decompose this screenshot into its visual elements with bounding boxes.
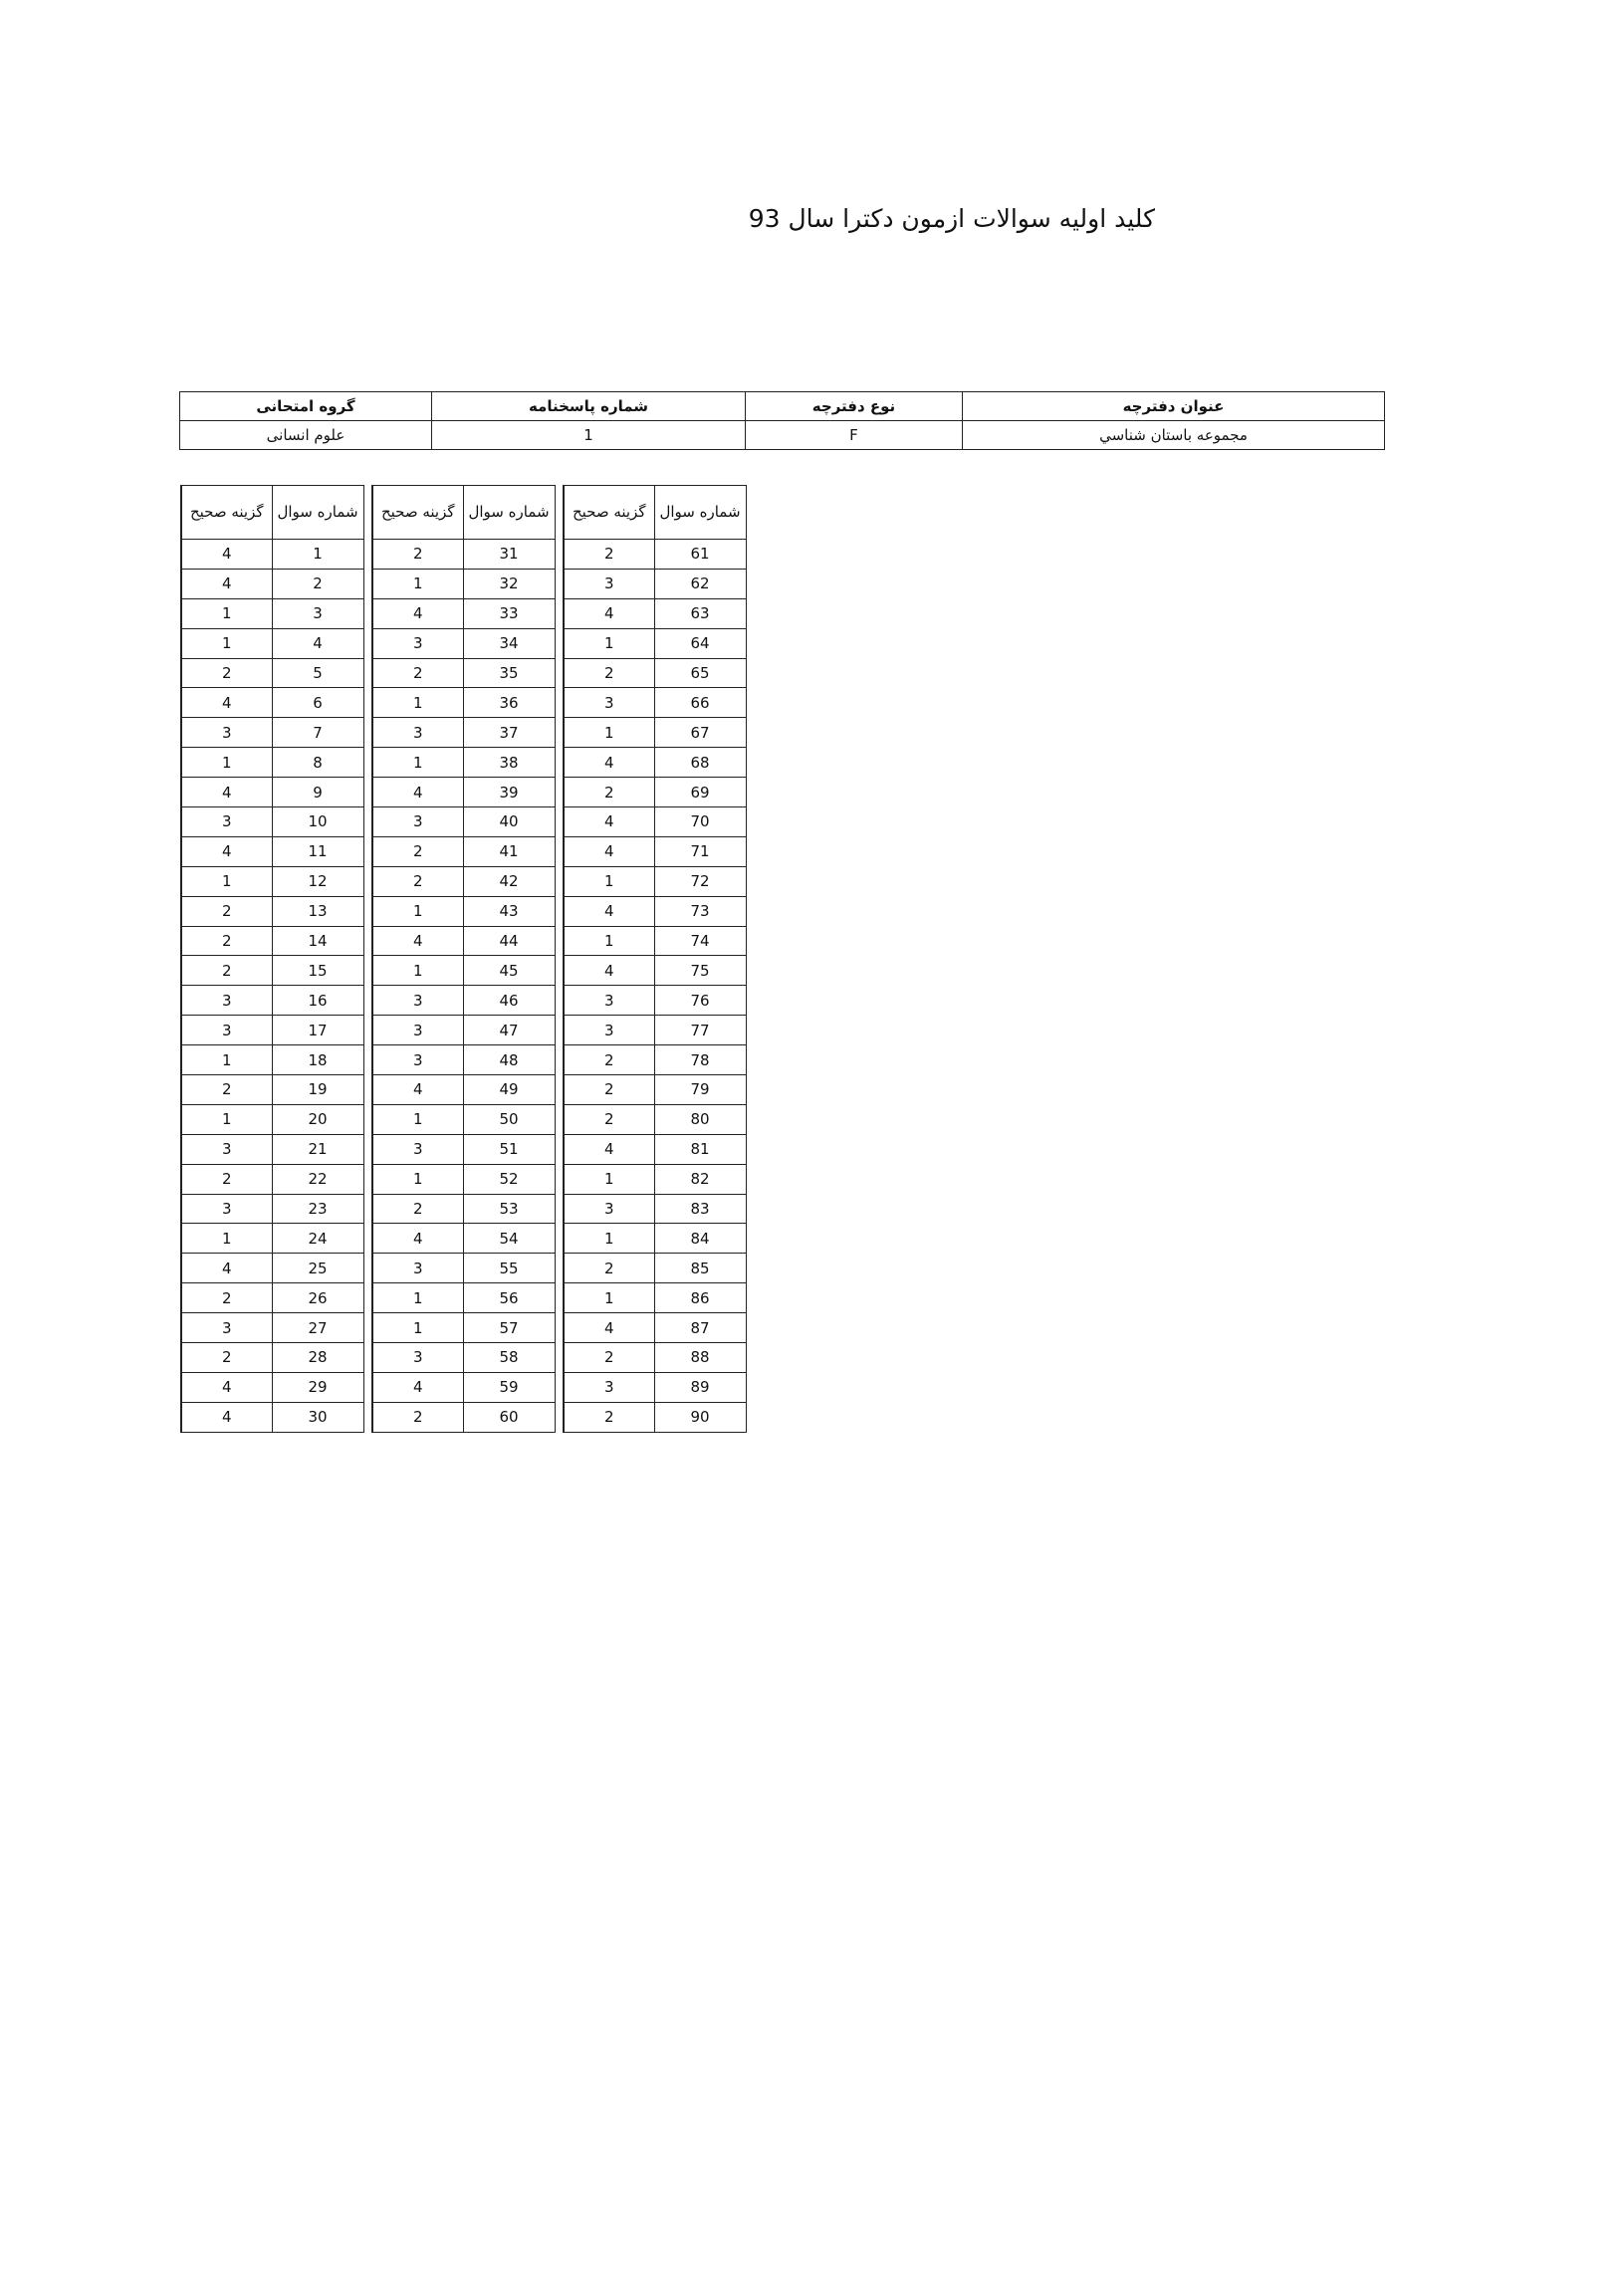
question-number: 55 (463, 1254, 555, 1283)
correct-option: 2 (181, 956, 272, 986)
table-row (564, 956, 746, 986)
correct-option: 2 (564, 1343, 654, 1373)
correct-option: 2 (564, 778, 654, 807)
info-header-answer-sheet-number: شماره پاسخنامه (432, 392, 746, 421)
table-row (564, 1343, 746, 1373)
table-row (564, 718, 746, 748)
table-row (181, 1104, 363, 1134)
correct-option: 1 (181, 748, 272, 778)
correct-option: 3 (372, 986, 463, 1016)
correct-option: 1 (372, 896, 463, 926)
correct-option: 2 (564, 1254, 654, 1283)
correct-option: 2 (372, 1402, 463, 1432)
question-number-header: شماره سوال (654, 486, 746, 540)
question-number: 62 (654, 569, 746, 598)
correct-option: 2 (564, 540, 654, 570)
question-number: 9 (272, 778, 363, 807)
table-row (564, 658, 746, 688)
correct-option: 1 (181, 866, 272, 896)
table-row (564, 778, 746, 807)
question-number: 10 (272, 807, 363, 837)
correct-option: 1 (181, 1104, 272, 1134)
table-row (564, 1104, 746, 1134)
correct-option: 1 (372, 1164, 463, 1194)
table-row (372, 1045, 555, 1075)
info-header-booklet-type: نوع دفترچه (746, 392, 963, 421)
correct-option: 1 (372, 748, 463, 778)
correct-option: 1 (372, 688, 463, 718)
table-row (564, 1016, 746, 1045)
table-row (372, 1372, 555, 1402)
table-row (181, 778, 363, 807)
table-row (181, 926, 363, 956)
correct-option: 3 (372, 1254, 463, 1283)
correct-option: 1 (564, 718, 654, 748)
table-row (564, 807, 746, 837)
correct-option: 4 (181, 1402, 272, 1432)
correct-option: 4 (181, 688, 272, 718)
question-number: 63 (654, 598, 746, 628)
correct-option: 4 (564, 1313, 654, 1343)
table-row (564, 569, 746, 598)
question-number: 7 (272, 718, 363, 748)
question-number: 39 (463, 778, 555, 807)
question-number: 48 (463, 1045, 555, 1075)
question-number: 85 (654, 1254, 746, 1283)
table-row (564, 986, 746, 1016)
question-number: 4 (272, 628, 363, 658)
question-number: 70 (654, 807, 746, 837)
table-row (372, 1313, 555, 1343)
table-row (372, 866, 555, 896)
info-header-exam-group: گروه امتحانی (180, 392, 432, 421)
table-row (564, 628, 746, 658)
correct-option: 4 (372, 1372, 463, 1402)
correct-option: 2 (181, 658, 272, 688)
correct-option: 4 (564, 956, 654, 986)
question-number: 8 (272, 748, 363, 778)
correct-option: 2 (564, 1402, 654, 1432)
question-number-header: شماره سوال (272, 486, 363, 540)
correct-option: 4 (372, 778, 463, 807)
correct-option: 2 (181, 1075, 272, 1105)
table-row (372, 718, 555, 748)
question-number: 31 (463, 540, 555, 570)
correct-option: 4 (564, 896, 654, 926)
question-number: 79 (654, 1075, 746, 1105)
question-number: 42 (463, 866, 555, 896)
correct-option: 3 (564, 1016, 654, 1045)
table-row (564, 896, 746, 926)
correct-option: 3 (372, 718, 463, 748)
question-number: 59 (463, 1372, 555, 1402)
table-row (372, 1402, 555, 1432)
correct-option: 3 (372, 807, 463, 837)
table-row (564, 1075, 746, 1105)
question-number: 6 (272, 688, 363, 718)
question-number: 64 (654, 628, 746, 658)
correct-option: 4 (372, 1224, 463, 1254)
correct-option: 4 (181, 1372, 272, 1402)
question-number: 40 (463, 807, 555, 837)
question-number: 11 (272, 836, 363, 866)
question-number: 71 (654, 836, 746, 866)
table-row (181, 718, 363, 748)
correct-option: 4 (564, 598, 654, 628)
correct-option: 2 (564, 1045, 654, 1075)
question-number: 45 (463, 956, 555, 986)
table-row (564, 598, 746, 628)
question-number: 53 (463, 1194, 555, 1224)
page-title: کلید اولیه سوالات ازمون دکترا سال 93 (748, 204, 1155, 233)
question-number: 36 (463, 688, 555, 718)
table-row (372, 658, 555, 688)
answer-header-row (372, 486, 555, 540)
table-row (372, 569, 555, 598)
correct-option-header: گزینه صحیح (372, 486, 463, 540)
question-number: 60 (463, 1402, 555, 1432)
correct-option: 4 (181, 836, 272, 866)
question-number: 78 (654, 1045, 746, 1075)
question-number: 67 (654, 718, 746, 748)
question-number: 83 (654, 1194, 746, 1224)
question-number: 54 (463, 1224, 555, 1254)
correct-option: 2 (372, 540, 463, 570)
question-number: 56 (463, 1283, 555, 1313)
table-row (372, 628, 555, 658)
question-number: 14 (272, 926, 363, 956)
question-number: 21 (272, 1134, 363, 1164)
table-row (372, 778, 555, 807)
table-row (181, 628, 363, 658)
correct-option: 2 (564, 658, 654, 688)
question-number: 68 (654, 748, 746, 778)
table-row (564, 836, 746, 866)
table-row (181, 598, 363, 628)
table-row (564, 1045, 746, 1075)
correct-option: 1 (372, 569, 463, 598)
info-value-exam-group: علوم انسانی (180, 421, 432, 450)
table-row (564, 1254, 746, 1283)
table-row (181, 1372, 363, 1402)
table-row (564, 1224, 746, 1254)
correct-option: 1 (564, 1164, 654, 1194)
question-number: 33 (463, 598, 555, 628)
question-number: 81 (654, 1134, 746, 1164)
table-row (372, 1104, 555, 1134)
correct-option: 3 (181, 1016, 272, 1045)
correct-option: 1 (372, 1313, 463, 1343)
correct-option: 3 (181, 1194, 272, 1224)
correct-option: 4 (181, 1254, 272, 1283)
question-number: 35 (463, 658, 555, 688)
correct-option: 4 (181, 569, 272, 598)
question-number: 52 (463, 1164, 555, 1194)
question-number: 87 (654, 1313, 746, 1343)
table-row (372, 807, 555, 837)
correct-option: 3 (372, 1343, 463, 1373)
table-row (564, 1372, 746, 1402)
question-number: 61 (654, 540, 746, 570)
table-row (181, 748, 363, 778)
answer-header-row (181, 486, 363, 540)
question-number: 27 (272, 1313, 363, 1343)
correct-option: 1 (564, 1283, 654, 1313)
table-row (181, 986, 363, 1016)
info-header-row (180, 392, 1385, 421)
booklet-info-table (179, 391, 1385, 450)
question-number: 43 (463, 896, 555, 926)
table-row (564, 1402, 746, 1432)
table-row (564, 1164, 746, 1194)
question-number: 25 (272, 1254, 363, 1283)
correct-option: 1 (372, 1104, 463, 1134)
correct-option: 3 (181, 986, 272, 1016)
question-number-header: شماره سوال (463, 486, 555, 540)
info-value-booklet-title: مجموعه باستان شناسي (963, 421, 1385, 450)
question-number: 84 (654, 1224, 746, 1254)
question-number: 24 (272, 1224, 363, 1254)
correct-option: 4 (564, 807, 654, 837)
table-row (181, 540, 363, 570)
question-number: 2 (272, 569, 363, 598)
question-number: 16 (272, 986, 363, 1016)
correct-option: 2 (564, 1104, 654, 1134)
question-number: 26 (272, 1283, 363, 1313)
table-row (181, 866, 363, 896)
info-header-booklet-title: عنوان دفترچه (963, 392, 1385, 421)
table-row (372, 926, 555, 956)
question-number: 44 (463, 926, 555, 956)
table-row (181, 1134, 363, 1164)
correct-option: 3 (564, 986, 654, 1016)
question-number: 75 (654, 956, 746, 986)
table-row (564, 1283, 746, 1313)
correct-option: 2 (372, 866, 463, 896)
question-number: 46 (463, 986, 555, 1016)
correct-option: 2 (181, 896, 272, 926)
correct-option: 3 (181, 1313, 272, 1343)
correct-option: 4 (372, 926, 463, 956)
correct-option: 1 (564, 866, 654, 896)
correct-option: 3 (372, 1134, 463, 1164)
question-number: 76 (654, 986, 746, 1016)
table-row (564, 1194, 746, 1224)
info-value-booklet-type: F (746, 421, 963, 450)
correct-option-header: گزینه صحیح (181, 486, 272, 540)
correct-option: 1 (564, 628, 654, 658)
question-number: 28 (272, 1343, 363, 1373)
table-row (372, 986, 555, 1016)
table-row (181, 836, 363, 866)
question-number: 50 (463, 1104, 555, 1134)
table-row (372, 1134, 555, 1164)
table-row (181, 658, 363, 688)
question-number: 37 (463, 718, 555, 748)
correct-option: 1 (372, 1283, 463, 1313)
correct-option: 2 (372, 658, 463, 688)
question-number: 5 (272, 658, 363, 688)
info-value-row (180, 421, 1385, 450)
question-number: 86 (654, 1283, 746, 1313)
question-number: 89 (654, 1372, 746, 1402)
question-number: 49 (463, 1075, 555, 1105)
table-row (181, 956, 363, 986)
question-number: 72 (654, 866, 746, 896)
question-number: 19 (272, 1075, 363, 1105)
answer-table-2 (371, 485, 556, 1433)
question-number: 88 (654, 1343, 746, 1373)
correct-option: 4 (372, 1075, 463, 1105)
table-row (372, 1194, 555, 1224)
correct-option: 4 (181, 540, 272, 570)
question-number: 34 (463, 628, 555, 658)
table-row (372, 956, 555, 986)
table-row (372, 1224, 555, 1254)
question-number: 13 (272, 896, 363, 926)
correct-option: 2 (181, 1343, 272, 1373)
question-number: 57 (463, 1313, 555, 1343)
correct-option: 2 (181, 1283, 272, 1313)
table-row (372, 836, 555, 866)
question-number: 82 (654, 1164, 746, 1194)
correct-option: 3 (564, 569, 654, 598)
question-number: 30 (272, 1402, 363, 1432)
question-number: 47 (463, 1016, 555, 1045)
info-value-answer-sheet-number: 1 (432, 421, 746, 450)
correct-option: 3 (564, 1194, 654, 1224)
answer-header-row (564, 486, 746, 540)
question-number: 32 (463, 569, 555, 598)
correct-option: 3 (372, 1016, 463, 1045)
correct-option: 1 (372, 956, 463, 986)
table-row (372, 1254, 555, 1283)
table-row (181, 1254, 363, 1283)
correct-option: 3 (181, 807, 272, 837)
table-row (372, 1016, 555, 1045)
question-number: 3 (272, 598, 363, 628)
table-row (564, 1134, 746, 1164)
table-row (372, 1164, 555, 1194)
correct-option: 3 (372, 1045, 463, 1075)
table-row (181, 1343, 363, 1373)
question-number: 80 (654, 1104, 746, 1134)
question-number: 1 (272, 540, 363, 570)
table-row (181, 1164, 363, 1194)
question-number: 12 (272, 866, 363, 896)
question-number: 38 (463, 748, 555, 778)
table-row (372, 1075, 555, 1105)
table-row (372, 688, 555, 718)
question-number: 20 (272, 1104, 363, 1134)
table-row (181, 1016, 363, 1045)
correct-option: 3 (564, 688, 654, 718)
answer-table-3 (563, 485, 747, 1433)
correct-option-header: گزینه صحیح (564, 486, 654, 540)
question-number: 73 (654, 896, 746, 926)
table-row (372, 598, 555, 628)
question-number: 23 (272, 1194, 363, 1224)
question-number: 77 (654, 1016, 746, 1045)
question-number: 69 (654, 778, 746, 807)
table-row (181, 1194, 363, 1224)
question-number: 22 (272, 1164, 363, 1194)
table-row (181, 1313, 363, 1343)
correct-option: 4 (564, 836, 654, 866)
table-row (372, 896, 555, 926)
correct-option: 1 (564, 926, 654, 956)
correct-option: 3 (564, 1372, 654, 1402)
correct-option: 1 (181, 1045, 272, 1075)
table-row (372, 1283, 555, 1313)
question-number: 65 (654, 658, 746, 688)
question-number: 29 (272, 1372, 363, 1402)
table-row (564, 866, 746, 896)
table-row (181, 1402, 363, 1432)
table-row (372, 1343, 555, 1373)
correct-option: 4 (372, 598, 463, 628)
correct-option: 4 (564, 748, 654, 778)
table-row (181, 688, 363, 718)
table-row (181, 1224, 363, 1254)
table-row (564, 748, 746, 778)
table-row (564, 926, 746, 956)
table-row (372, 748, 555, 778)
question-number: 66 (654, 688, 746, 718)
correct-option: 1 (564, 1224, 654, 1254)
question-number: 74 (654, 926, 746, 956)
table-row (181, 1283, 363, 1313)
question-number: 15 (272, 956, 363, 986)
correct-option: 4 (564, 1134, 654, 1164)
table-row (181, 1075, 363, 1105)
question-number: 41 (463, 836, 555, 866)
table-row (181, 896, 363, 926)
table-row (181, 569, 363, 598)
question-number: 17 (272, 1016, 363, 1045)
correct-option: 3 (372, 628, 463, 658)
table-row (564, 688, 746, 718)
answer-table-1 (180, 485, 364, 1433)
correct-option: 1 (181, 1224, 272, 1254)
correct-option: 2 (372, 1194, 463, 1224)
correct-option: 1 (181, 628, 272, 658)
correct-option: 2 (372, 836, 463, 866)
correct-option: 3 (181, 1134, 272, 1164)
correct-option: 3 (181, 718, 272, 748)
question-number: 58 (463, 1343, 555, 1373)
table-row (181, 807, 363, 837)
correct-option: 4 (181, 778, 272, 807)
table-row (372, 540, 555, 570)
table-row (564, 1313, 746, 1343)
question-number: 18 (272, 1045, 363, 1075)
correct-option: 2 (181, 1164, 272, 1194)
correct-option: 1 (181, 598, 272, 628)
table-row (181, 1045, 363, 1075)
correct-option: 2 (564, 1075, 654, 1105)
table-row (564, 540, 746, 570)
question-number: 51 (463, 1134, 555, 1164)
question-number: 90 (654, 1402, 746, 1432)
correct-option: 2 (181, 926, 272, 956)
